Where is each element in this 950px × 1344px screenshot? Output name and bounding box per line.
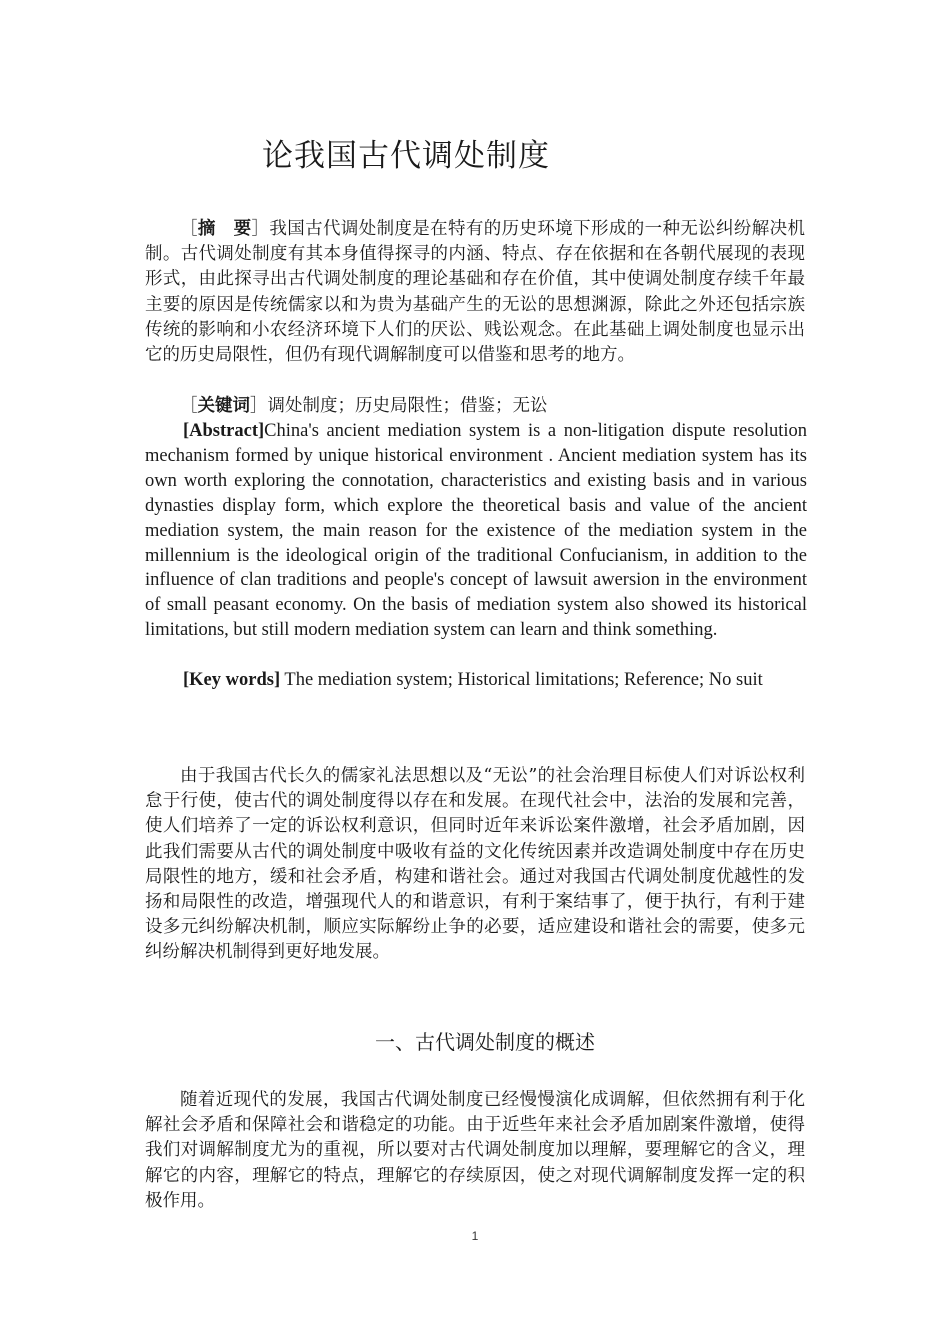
abstract-cn-close-bracket: ］ xyxy=(251,219,270,239)
abstract-cn-open-bracket: ［ xyxy=(180,219,198,239)
keywords-en xyxy=(145,668,807,693)
abstract-en xyxy=(145,419,807,643)
keywords-cn-text: 调处制度；历史局限性；借鉴；无讼 xyxy=(267,396,548,416)
abstract-cn-label: 摘 要 xyxy=(197,219,252,239)
abstract-cn xyxy=(145,217,805,368)
keywords-cn-open-bracket: ［ xyxy=(180,396,198,416)
keywords-cn-close-bracket: ］ xyxy=(250,396,268,416)
abstract-en-text: China's ancient mediation system is a non-litigation dispute resolution mechanism formed by unique historical environment . Ancient mediation system has its own worth exploring the connotation, characteristics and existing basis and in various dynasties display form, which explore the theoretical basis and value of the ancient mediation system, the main reason for the existence of the mediation system in the millennium is the ideological origin of the traditional Confucianism, in addition to the influence of clan traditions and people's concept of lawsuit awersion in the environment of small peasant economy. On the basis of mediation system also showed its historical limitations, but still modern mediation system can learn and think something. xyxy=(145,421,807,641)
keywords-cn xyxy=(145,394,805,419)
abstract-en-label: [Abstract] xyxy=(183,421,265,441)
keywords-cn-label: 关键词 xyxy=(197,396,250,416)
abstract-cn-text: 我国古代调处制度是在特有的历史环境下形成的一种无讼纠纷解决机制。古代调处制度有其本身值得探寻的内涵、特点、存在依据和在各朝代展现的表现形式，由此探寻出古代调处制度的理论基础和存在价值，其中使调处制度存续千年最主要的原因是传统儒家以和为贵为基础产生的无讼的思想渊源，除此之外还包括宗族传统的影响和小农经济环境下人们的厌讼、贱讼观念。在此基础上调处制度也显示出它的历史局限性，但仍有现代调解制度可以借鉴和思考的地方。 xyxy=(145,219,806,366)
page-number: 1 xyxy=(471,1229,479,1243)
section-heading: 一、古代调处制度的概述 xyxy=(375,1030,595,1054)
page-title: 论我国古代调处制度 xyxy=(262,138,550,174)
keywords-en-text: The mediation system; Historical limitations; Reference; No suit xyxy=(280,670,763,690)
keywords-en-label: [Key words] xyxy=(183,670,281,690)
intro-paragraph: 由于我国古代长久的儒家礼法思想以及“无讼”的社会治理目标使人们对诉讼权利怠于行使，使古代的调处制度得以存在和发展。在现代社会中，法治的发展和完善，使人们培养了一定的诉讼权利意识，但同时近年来诉讼案件激增，社会矛盾加剧，因此我们需要从古代的调处制度中吸收有益的文化传统因素并改造调处制度中存在历史局限性的地方，缓和社会矛盾，构建和谐社会。通过对我国古代调处制度优越性的发扬和局限性的改造，增强现代人的和谐意识，有利于案结事了，便于执行，有利于建设多元纠纷解决机制，顺应实际解纷止争的必要，适应建设和谐社会的需要，使多元纠纷解决机制得到更好地发展。 xyxy=(145,766,805,963)
section1-paragraph: 随着近现代的发展，我国古代调处制度已经慢慢演化成调解，但依然拥有利于化解社会矛盾和保障社会和谐稳定的功能。由于近些年来社会矛盾加剧案件激增，使得我们对调解制度尤为的重视，所以要对古代调处制度加以理解，要理解它的含义，理解它的内容，理解它的特点，理解它的存续原因，使之对现代调解制度发挥一定的积极作用。 xyxy=(145,1090,805,1211)
